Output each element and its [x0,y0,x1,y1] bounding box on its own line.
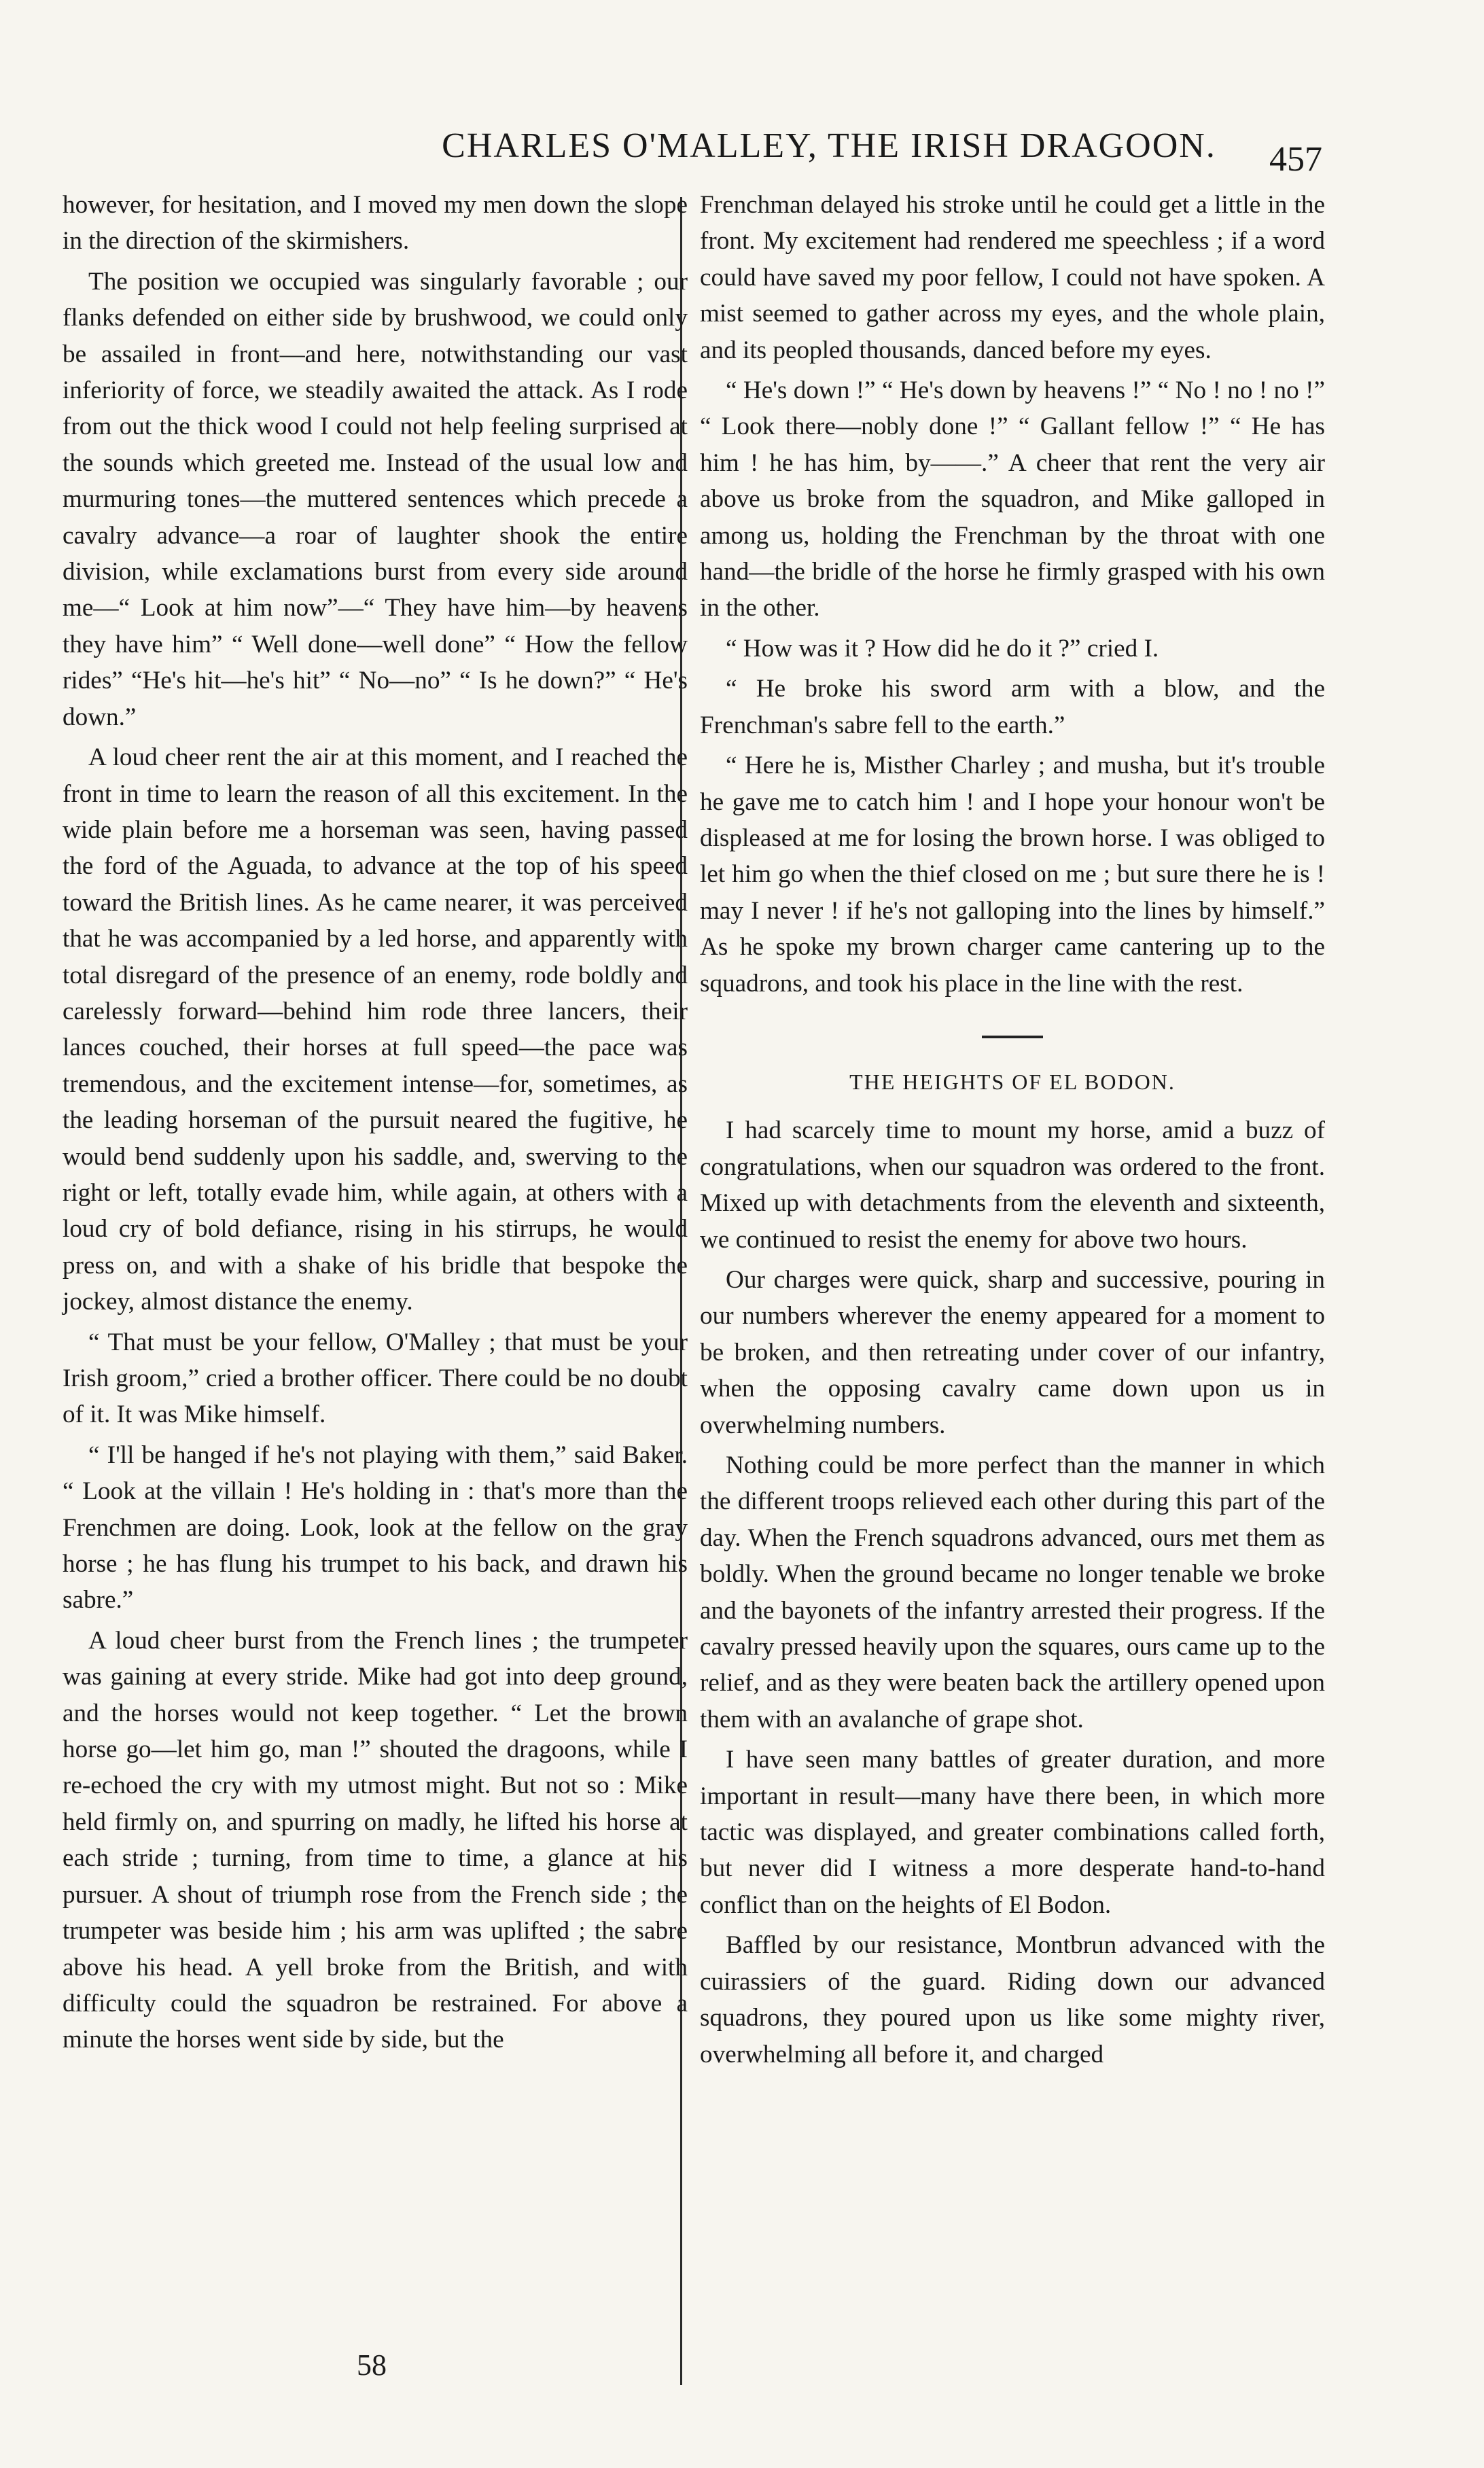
paragraph: “ I'll be hanged if he's not playing with them,” said Baker. “ Look at the villain ! He's holding in : that's more than the Frenchmen are doing. Look, look at the fellow on the gray horse ; he has flung his trumpet to his back, and drawn his sabre.” [63,1441,688,1615]
left-column [63,187,688,2062]
paragraph: A loud cheer rent the air at this moment, and I reached the front in time to learn the reason of all this excitement. In the wide plain before me a horseman was seen, having passed the ford of the Aguada, to advance at the top of his speed toward the British lines. As he came nearer, it was perceived that he was accompanied by a led horse, and apparently with total disregard of the presence of an enemy, rode boldly and carelessly forward—behind him rode three lancers, their lances couched, their horses at full speed—the pace was tremendous, and the excitement intense—for, sometimes, as the leading horseman of the pursuit neared the fugitive, he would bend suddenly upon his saddle, and, swerving to the right or left, totally evade him, while again, at others with a loud cry of bold defiance, rising in his stirrups, he would press on, and with a shake of his bridle that bespoke the jockey, almost distance the enemy. [63,743,688,1316]
paragraph: The position we occupied was singularly favorable ; our flanks defended on either side by brushwood, we could only be assailed in front—and here, notwithstanding our vast inferiority of force, we steadily awaited the attack. As I rode from out the thick wood I could not help feeling surprised at the sounds which greeted me. Instead of the usual low and murmuring tones—the muttered sentences which precede a cavalry advance—a roar of laughter shook the entire division, while exclamations burst from every side around me—“ Look at him now”—“ They have him—by heavens they have him” “ Well done—well done” “ How the fellow rides” “He's hit—he's hit” “ No—no” “ Is he down?” “ He's down.” [63,267,688,731]
running-header: CHARLES O'MALLEY, THE IRISH DRAGOON. [442,126,1216,165]
paragraph: “ He broke his sword arm with a blow, and the Frenchman's sabre fell to the earth.” [700,675,1325,739]
paragraph: I have seen many battles of greater duration, and more important in result—many have there been, in which more tactic was displayed, and greater combinations called forth, but never did I witness a more desperate hand-to-hand conflict than on the heights of El Bodon. [700,1746,1325,1919]
paragraph: “ He's down !” “ He's down by heavens !” “ No ! no ! no !” “ Look there—nobly done !” “ Gallant fellow !” “ He has him ! he has him, by——.” A cheer that rent the very air above us broke from the squadron, and Mike galloped in among us, holding the Frenchman by the throat with one hand—the bridle of the horse he firmly grasped with his own in the other. [700,376,1325,622]
paragraph: Nothing could be more perfect than the manner in which the different troops relieved each other during this part of the day. When the French squadrons advanced, ours met them as boldly. When the ground became no longer tenable we broke and the bayonets of the infantry arrested their progress. If the cavalry pressed heavily upon the squares, ours came up to the relief, and as they were beaten back the artillery opened upon them with an avalanche of grape shot. [700,1451,1325,1733]
paragraph: Frenchman delayed his stroke until he could get a little in the front. My excitement had rendered me speechless ; if a word could have saved my poor fellow, I could not have spoken. A mist seemed to gather across my eyes, and the whole plain, and its peopled thousands, danced before my eyes. [700,191,1325,364]
paragraph: A loud cheer burst from the French lines ; the trumpeter was gaining at every stride. Mike had got into deep ground, and the horses would not keep together. “ Let the brown horse go—let him go, man !” shouted the dragoons, while I re-echoed the cry with my utmost might. But not so : Mike held firmly on, and spurring on madly, he lifted his horse at each stride ; turning, from time to time, a glance at his pursuer. A shout of triumph rose from the French side ; the trumpeter was beside him ; his arm was uplifted ; the sabre above his head. A yell broke from the British, and with difficulty could the squadron be restrained. For above a minute the horses went side by side, but the [63,1626,688,2054]
paragraph: “ That must be your fellow, O'Malley ; that must be your Irish groom,” cried a brother officer. There could be no doubt of it. It was Mike himself. [63,1328,688,1429]
page-number: 457 [1269,140,1322,179]
paragraph: “ Here he is, Misther Charley ; and musha, but it's trouble he gave me to catch him ! and I hope your honour won't be displeased at me for losing the brown horse. I was obliged to let him go when the thief closed on me ; but sure there he is ! may I never ! if he's not galloping into the lines by himself.” As he spoke my brown charger came cantering up to the squadrons, and took his place in the line with the rest. [700,752,1325,998]
paragraph: Baffled by our resistance, Montbrun advanced with the cuirassiers of the guard. Riding down our advanced squadrons, they poured upon us like some mighty river, overwhelming all before it, and charged [700,1931,1325,2068]
paragraph: Our charges were quick, sharp and successive, pouring in our numbers wherever the enemy appeared for a moment to be broken, and then retreating under cover of our infantry, when the opposing cavalry came down upon us in overwhelming numbers. [700,1265,1325,1439]
paragraph: “ How was it ? How did he do it ?” cried I. [726,634,1159,663]
paragraph: I had scarcely time to mount my horse, amid a buzz of congratulations, when our squadron was ordered to the front. Mixed up with detachments from the eleventh and sixteenth, we continued to resist the enemy for above two hours. [700,1116,1325,1254]
signature-mark: 58 [357,2348,387,2382]
section-rule [982,1036,1043,1038]
paragraph: however, for hesitation, and I moved my men down the slope in the direction of the skirmishers. [63,191,688,255]
section-title: THE HEIGHTS OF EL BODON. [849,1069,1176,1094]
right-column [700,187,1325,2077]
